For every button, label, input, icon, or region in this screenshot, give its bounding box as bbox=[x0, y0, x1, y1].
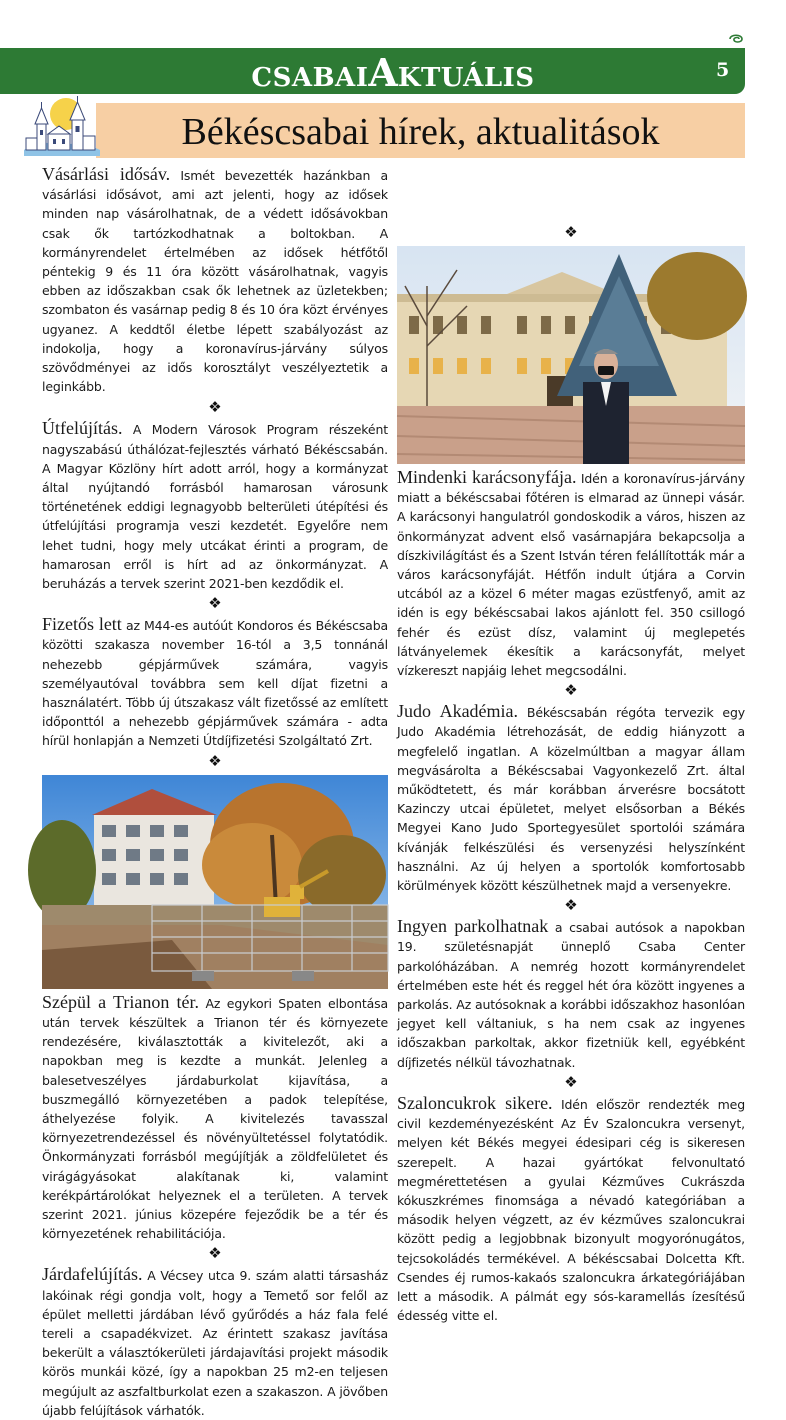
magazine-title-part3: KTUÁLIS bbox=[397, 63, 535, 93]
magazine-title bbox=[0, 50, 786, 95]
article-headline: Fizetős lett bbox=[42, 614, 122, 635]
article-body: Békéscsabán régóta tervezik egy Judo Akadémia létrehozását, de eddig hiányzott a megfelelő ingatlan. A közelmúltban a magyar állam megvásárolta a Békéscsabai Vagyonkezelő Zrt. által működtetett, és már korábban árverésre bocsátott Kazinczy utcai épületet, melyet elsősorban a Békés Megyei Kano Judo Sportegyesület sportolói számára kívánják felkészülési és versenyzési helyszínként használni. Az új helyen a sportolók komfortosabb körülmények között készülhetnek majd a versenyekre. bbox=[397, 705, 746, 894]
separator-ornament-icon: ❖ bbox=[208, 398, 222, 417]
article-headline: Járdafelújítás. bbox=[42, 1264, 143, 1285]
photo-trianon-ter-construction bbox=[42, 775, 388, 989]
article-headline: Judo Akadémia. bbox=[397, 701, 519, 722]
article-body: A Modern Városok Program részeként nagyszabású úthálózat-fejlesztés várható Békéscsabán. A Magyar Közlöny hírt adott arról, hogy a kormányzat által nyújtandó forrásból hamarosan városunk történetének eddigi legnagyobb belterületi útépítési és útfelújítási programja veszi kezdetét. Egyelőre nem lehet tudni, hogy mely utcákat érinti a program, de hamarosan erről is hírt ad az önkormányzat. A beruházás a tervek szerint 2021-ben kezdődik el. bbox=[42, 422, 388, 592]
magazine-title-part2: A bbox=[368, 50, 398, 95]
article-ingyen-parkolhatnak bbox=[397, 917, 745, 1072]
article-headline: Szaloncukrok sikere. bbox=[397, 1092, 553, 1113]
church-skyline-logo-icon bbox=[20, 94, 102, 164]
article-body: Az egykori Spaten elbontása után tervek készültek a Trianon tér és környezete rendezésére, kiválasztották a kivitelezőt, aki a napokban meg is kezdte a munkát. Jelenleg a balesetveszélyes járdaburkolat kijavítása, a buszmegálló környezetében a padok telepítése, áthelyezése folyik. A kivitelezés tavasszal környezetrendezéssel és növényültetéssel folytatódik. Önkormányzati forrásból megújítják a zöldfelületet és virágágyásokat alakítanak ki, valamint kerékpártárolókat helyeznek el a területen. A tervek szerint 2021. június közepére fejeződik be a tér és környezetének rehabilitációja. bbox=[42, 995, 388, 1242]
article-body: a csabai autósok a napokban 19. születésnapját ünneplő Csaba Center parkolóházában. A nemrég hozott kormányrendelet értelmében este hét és reggel hét óra között ingyenes a parkolás. Az autósoknak a korábbi időszakhoz hasonlóan jegyet kell váltaniuk, s ha nem csak az ingyenes időszakban parkoltak, akkor fizetniük kell, egyébként díjfizetés nélkül távozhatnak. bbox=[397, 920, 745, 1070]
article-body: az M44-es autóút Kondoros és Békéscsaba közötti szakasza november 16-tól a 3,5 tonnánál nehezebb gépjárművek számára, vagyis személyautóval továbbra sem kell díjat fizetni a használatért. Több új útszakasz vált fizetőssé az említett időponttól a nehezebb gépjárművek számára - adta hírül honlapján a Nemzeti Útdíjfizetési Szolgáltató Zrt. bbox=[42, 618, 388, 749]
section-title: Békéscsabai hírek, aktualitások bbox=[181, 111, 660, 153]
separator-ornament-icon: ❖ bbox=[564, 1072, 578, 1091]
article-body: Idén a koronavírus-járvány miatt a békéscsabai főtéren is elmarad az ünnepi vásár. A karácsonyi hangulatról gondoskodik a város, hiszen az önkormányzat advent első vasárnapjára bekapcsolja a díszkivilágítást és a Szent István téren felállították már a város karácsonyfáját. Hétfőn indult útjára a Corvin utcából az a közel 6 méter magas ezüstfenyő, amit az idén is egy békéscsabai lakos ajánlott fel. 350 csillogó fehér és ezüst dísz, valamint új meglepetés látványelemek ékesítik a karácsonyfát, melyet vízkereszt napjáig lehet megcsodálni. bbox=[397, 471, 746, 679]
article-headline: Szépül a Trianon tér. bbox=[42, 991, 199, 1012]
article-headline: Útfelújítás. bbox=[42, 418, 123, 439]
article-body: Ismét bevezették hazánkban a vásárlási idősávot, ami azt jelenti, hogy az idősek minden nap vásárolhatnak, de a védett idősávokban csak ők tartózkodhatnak a boltokban. A kormányrendelet értelmében az idősek hétfőtől péntekig 9 és 11 óra között vásárolhatnak, vagyis ebben az időszakban csak ők lehetnek az üzletekben; szombaton és vasárnap pedig 8 és 10 óra közt érvényes ugyanez. A keddtől életbe lépett szabályozást az indokolja, hogy a koronavírus-járvány súlyos szövődményei az idős korosztályt veszélyeztetik a leginkább. bbox=[42, 168, 388, 395]
separator-ornament-icon: ❖ bbox=[564, 223, 578, 241]
photo-christmas-tree-main-square bbox=[397, 246, 745, 464]
separator-ornament-icon: ❖ bbox=[208, 1244, 222, 1263]
article-vasarlasi-idosav bbox=[42, 165, 388, 396]
magazine-title-part1: CSABAI bbox=[251, 63, 369, 93]
separator-ornament-icon: ❖ bbox=[564, 681, 578, 700]
article-judo-akademia bbox=[397, 702, 745, 895]
article-jardafelujitas bbox=[42, 1265, 388, 1420]
separator-ornament-icon: ❖ bbox=[208, 751, 222, 770]
article-body: Idén először rendezték meg civil kezdeményezésként Az Év Szaloncukra versenyt, melyen két Békés megyei édesipari cég is sikeresen szerepelt. A hazai gyártókat felvonultató megmérettetésen a gyulai Kézműves Cukrászda kókuszkrémes finomsága a névadó kategóriában a második helyen végzett, az év kézműves szaloncukrai között pedig a legjobbnak bizonyult mogyorónugátos, tejcsokoládés termékével. A békéscsabai Dolcetta Kft. Csendes éj rumos-kakaós szaloncukra árkategóriájában lett a második. A pálmát egy sós-karamellás ízesítésű édesség vitte el. bbox=[397, 1096, 746, 1324]
article-fizetos-lett bbox=[42, 615, 388, 750]
page-number: 5 bbox=[716, 59, 730, 81]
swirl-ornament-icon bbox=[728, 33, 744, 45]
article-body: A Vécsey utca 9. szám alatti társasház lakóinak régi gondja volt, hogy a Temető sor felől az épület melletti járdában lévő gyűrődés a ház fala felé tereli a csapadékvizet. Az érintett szakasz javítása bekerült a választókerületi járdajavítási projekt második körös munkái közé, így a napokban 25 m2-en teljesen megújult az aszfaltburkolat ezen a szakaszon. A jövőben újabb felújítások várhatók. bbox=[42, 1268, 388, 1418]
article-utfelujitas bbox=[42, 419, 388, 593]
article-szepul-trianon-ter bbox=[42, 993, 388, 1244]
article-szaloncukrok-sikere bbox=[397, 1094, 745, 1325]
separator-ornament-icon: ❖ bbox=[208, 594, 222, 613]
article-mindenki-karacsonyfaja bbox=[397, 468, 745, 680]
article-headline: Ingyen parkolhatnak bbox=[397, 916, 549, 937]
right-column bbox=[397, 170, 745, 1325]
left-column bbox=[42, 165, 388, 1420]
separator-ornament-icon: ❖ bbox=[564, 896, 578, 915]
article-headline: Mindenki karácsonyfája. bbox=[397, 467, 577, 487]
article-headline: Vásárlási idősáv. bbox=[42, 164, 171, 184]
